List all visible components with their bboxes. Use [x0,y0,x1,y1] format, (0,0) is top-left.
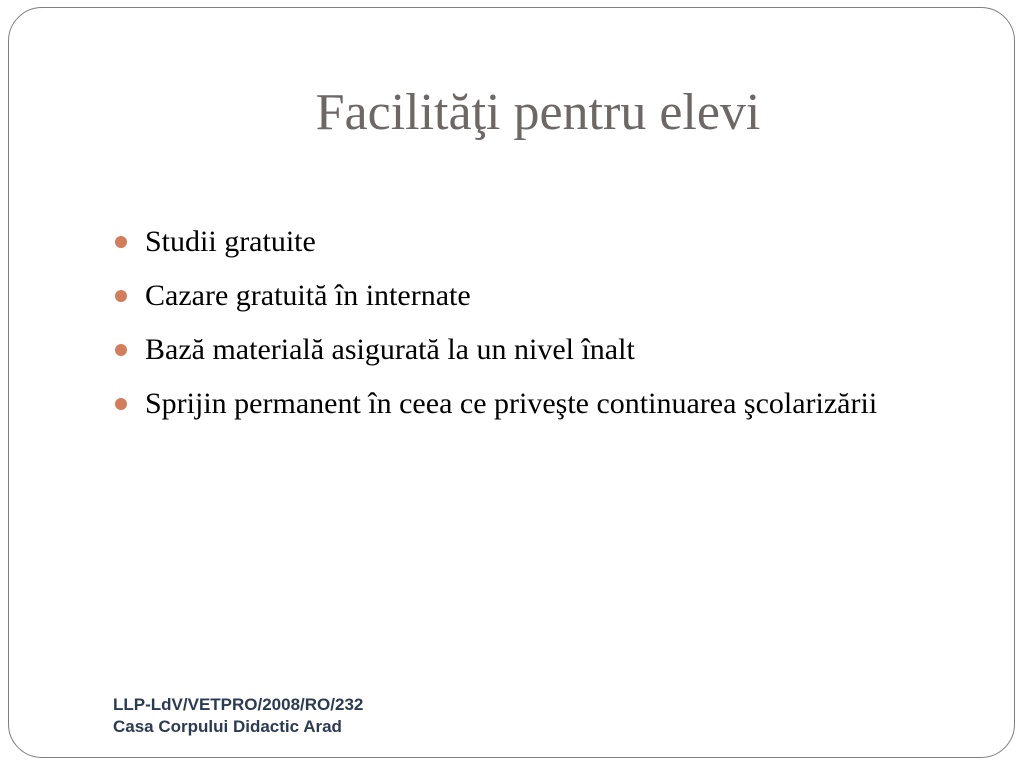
footer-institution: Casa Corpului Didactic Arad [113,717,342,736]
list-item [112,330,912,370]
slide-title: Facilităţi pentru elevi [315,84,761,141]
list-item-text: Cazare gratuită în internate [145,279,471,312]
list-item-text: Bază materială asigurată la un nivel înalt [145,333,635,366]
bullet-dot-icon [115,236,127,248]
footer-project-code: LLP-LdV/VETPRO/2008/RO/232 [113,695,364,714]
list-item-text: Sprijin permanent în ceea ce priveşte continuarea şcolarizării [145,387,878,420]
bullet-dot-icon [115,290,127,302]
list-item [112,276,912,316]
bullet-dot-icon [115,344,127,356]
bullet-dot-icon [115,398,127,410]
list-item [112,384,912,424]
list-item [112,222,912,262]
footer [113,694,363,738]
bullet-list [112,222,912,438]
list-item-text: Studii gratuite [145,225,316,258]
